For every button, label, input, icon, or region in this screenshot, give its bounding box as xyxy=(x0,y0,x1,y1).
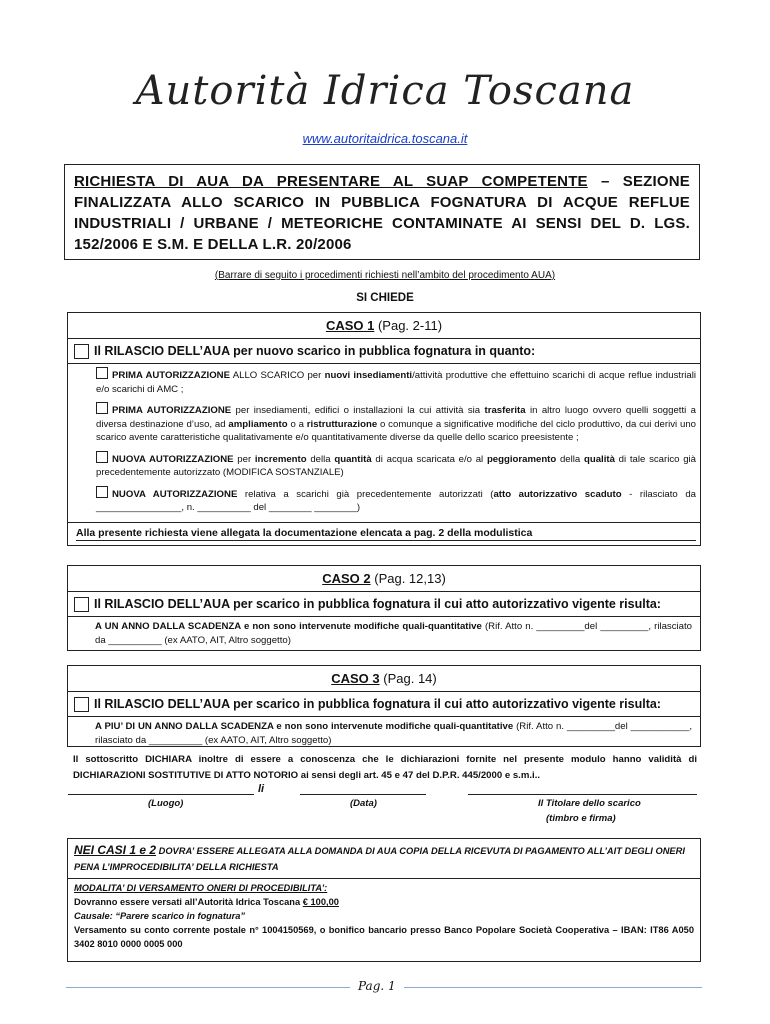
caso3-checkbox[interactable] xyxy=(74,697,89,712)
caso1-main-label: Il RILASCIO DELL’AUA per nuovo scarico in pubblica fognatura in quanto: xyxy=(94,344,536,358)
caso2-detail xyxy=(68,616,700,647)
opt3-t5: di tale scarico già precedentemente autorizzato (MODIFICA SOSTANZIALE) xyxy=(96,453,697,478)
page-number: Pag. 1 xyxy=(350,979,404,993)
title-part2: – SEZIONE FINALIZZATA ALLO SCARICO IN PUBBLICA FOGNATURA DI ACQUE REFLUE INDUSTRIALI / URBANE / METEORICHE CONTAMINATE AI SENSI DEL D. LGS. 152/2006 E S.M. E DELLA L.R. 20/2006 xyxy=(74,173,690,253)
payment-casi-rest: DOVRA’ ESSERE ALLEGATA ALLA DOMANDA DI AUA COPIA DELLA RICEVUTA DI PAGAMENTO ALL’AIT DEGLI ONERI PENA L’IMPROCEDIBILITA’ DELLA RICHIESTA xyxy=(74,846,685,872)
caso3-detail-text: (Rif. Atto n. _________del ___________, rilasciato da __________ (ex AATO, AIT, Altro soggetto) xyxy=(95,721,692,746)
option1-checkbox[interactable] xyxy=(96,367,108,379)
opt4-t1: relativa a scarichi già precedentemente autorizzati ( xyxy=(237,488,494,500)
caso3-label: CASO 3 xyxy=(331,671,380,686)
opt1-b2: nuovi insediamenti xyxy=(324,370,413,381)
opt1-b1: PRIMA AUTORIZZAZIONE xyxy=(112,370,231,381)
caso2-detail-text: (Rif. Atto n. _________del _________, rilasciato da __________ (ex AATO, AIT, Altro soggetto) xyxy=(95,621,692,646)
payment-causale: : “Parere scarico in fognatura” xyxy=(109,911,246,921)
opt4-b1: NUOVA AUTORIZZAZIONE xyxy=(112,488,238,500)
luogo-line[interactable] xyxy=(68,794,254,795)
data-label: (Data) xyxy=(350,798,377,809)
caso3-section xyxy=(67,665,701,747)
opt3-t3: di acqua scaricata e/o al xyxy=(371,453,487,465)
website-link[interactable]: www.autoritaidrica.toscana.it xyxy=(302,131,468,146)
opt3-b4: peggioramento xyxy=(486,453,557,465)
caso1-option-2 xyxy=(96,402,696,445)
payment-versamento: Versamento su conto corrente postale n° 1004150569, o bonifico bancario presso Banco Popolare Società Cooperativa – IBAN: IT86 A050 3402 8010 0000 0005 000 xyxy=(74,925,694,949)
opt2-t1: per insediamenti, edifici o installazioni la cui attività sia xyxy=(231,405,485,416)
opt3-b2: incremento xyxy=(254,453,307,465)
luogo-label: (Luogo) xyxy=(148,798,184,809)
payment-modalita: MODALITA’ DI VERSAMENTO ONERI DI PROCEDIBILITA’: xyxy=(74,883,328,893)
payment-causale-row xyxy=(74,909,694,923)
opt1-t2: /attività produttive che effettuino scarichi di acque reflue industriali e/o scarichi di AMC ; xyxy=(96,370,696,395)
opt3-b5: qualità xyxy=(584,453,615,465)
li-label: li xyxy=(258,783,265,795)
data-line[interactable] xyxy=(300,794,426,795)
opt2-t2: in altro luogo ovvero quelli soggetti a diversa destinazione d’uso, ad xyxy=(96,405,696,430)
opt2-b2: trasferita xyxy=(484,405,526,416)
caso3-detail xyxy=(68,716,700,747)
opt3-t2: della xyxy=(306,453,335,465)
opt3-b1: NUOVA AUTORIZZAZIONE xyxy=(112,453,234,465)
payment-box xyxy=(67,838,701,962)
option4-checkbox[interactable] xyxy=(96,486,108,498)
payment-amount: € 100,00 xyxy=(302,897,339,907)
opt2-b3: ampliamento xyxy=(228,418,288,430)
opt4-t2: - rilasciato da ________________, n. __________ del ________ ________) xyxy=(96,488,696,513)
option3-checkbox[interactable] xyxy=(96,451,108,463)
caso1-option-4 xyxy=(96,486,696,515)
opt3-t4: della xyxy=(556,453,584,465)
caso2-main-row xyxy=(68,591,700,616)
option2-checkbox[interactable] xyxy=(96,402,108,414)
opt2-b4: ristrutturazione xyxy=(306,418,378,430)
caso1-section xyxy=(67,312,701,546)
payment-causale-label: Causale xyxy=(74,911,110,921)
opt3-b3: quantità xyxy=(334,453,372,465)
caso2-title xyxy=(68,566,700,591)
opt4-b2: atto autorizzativo scaduto xyxy=(493,488,622,500)
brand-title: Autorità Idrica Toscana xyxy=(135,68,635,114)
si-chiede-heading: SI CHIEDE xyxy=(356,292,414,304)
caso2-main-label: Il RILASCIO DELL’AUA per scarico in pubblica fognatura il cui atto autorizzativo vigente risulta: xyxy=(94,597,661,611)
titolare-label: Il Titolare dello scarico xyxy=(538,798,641,809)
caso1-title xyxy=(68,313,700,338)
caso1-options xyxy=(68,363,700,515)
payment-notice xyxy=(74,842,694,875)
caso1-main-row xyxy=(68,338,700,363)
caso1-option-1 xyxy=(96,367,696,396)
opt2-b1: PRIMA AUTORIZZAZIONE xyxy=(112,405,232,416)
payment-dovranno: Dovranno essere versati all’Autorità Idrica Toscana xyxy=(74,897,303,907)
caso1-pages: (Pag. 2-11) xyxy=(377,318,443,333)
opt1-t1: ALLO SCARICO per xyxy=(230,370,325,381)
caso1-footer: Alla presente richiesta viene allegata la documentazione elencata a pag. 2 della modulistica xyxy=(76,527,696,541)
title-part1: RICHIESTA DI AUA DA PRESENTARE AL SUAP COMPETENTE xyxy=(74,173,588,190)
payment-details xyxy=(74,879,694,951)
titolare-line[interactable] xyxy=(468,794,697,795)
caso2-pages: (Pag. 12,13) xyxy=(374,571,446,586)
timbro-label: (timbro e firma) xyxy=(546,813,616,824)
instruction-note-text: (Barrare di seguito i procedimenti richiesti nell’ambito del procedimento AUA) xyxy=(214,270,556,281)
declaration-text: Il sottoscritto DICHIARA inoltre di essere a conoscenza che le dichiarazioni fornite nel presente modulo hanno validità di DICHIARAZIONI SOSTITUTIVE DI ATTO NOTORIO ai sensi degli art. 45 e 47 del D.P.R. 445/2000 e s.m.i.. xyxy=(73,754,697,781)
payment-casi: NEI CASI 1 e 2 xyxy=(74,843,157,857)
caso3-title xyxy=(68,666,700,691)
opt3-t1: per xyxy=(233,453,255,465)
payment-amount-row xyxy=(74,895,694,909)
caso1-checkbox[interactable] xyxy=(74,344,89,359)
caso2-detail-bold: A UN ANNO DALLA SCADENZA e non sono intervenute modifiche quali-quantitative xyxy=(95,621,482,632)
title-box xyxy=(64,164,700,260)
caso1-footer-divider xyxy=(67,522,701,523)
caso3-main-row xyxy=(68,691,700,716)
caso3-main-label: Il RILASCIO DELL’AUA per scarico in pubblica fognatura il cui atto autorizzativo vigente risulta: xyxy=(94,697,661,711)
caso1-option-3 xyxy=(96,451,696,480)
caso1-label: CASO 1 xyxy=(325,318,375,333)
instruction-note xyxy=(0,270,770,281)
opt2-t3: o a xyxy=(287,418,307,430)
caso2-label: CASO 2 xyxy=(322,571,371,586)
caso3-detail-bold: A PIU’ DI UN ANNO DALLA SCADENZA e non sono intervenute modifiche quali-quantitative xyxy=(95,721,514,732)
caso2-checkbox[interactable] xyxy=(74,597,89,612)
caso2-section xyxy=(67,565,701,651)
caso3-pages: (Pag. 14) xyxy=(383,671,437,686)
document-title xyxy=(74,171,690,255)
opt2-t4: o comunque a significative modifiche del ciclo produttivo, da cui derivi uno scarico avente caratteristiche qualitativamente e/o quantitativamente diverse da quelle dello scarico preesistente ; xyxy=(96,418,696,443)
